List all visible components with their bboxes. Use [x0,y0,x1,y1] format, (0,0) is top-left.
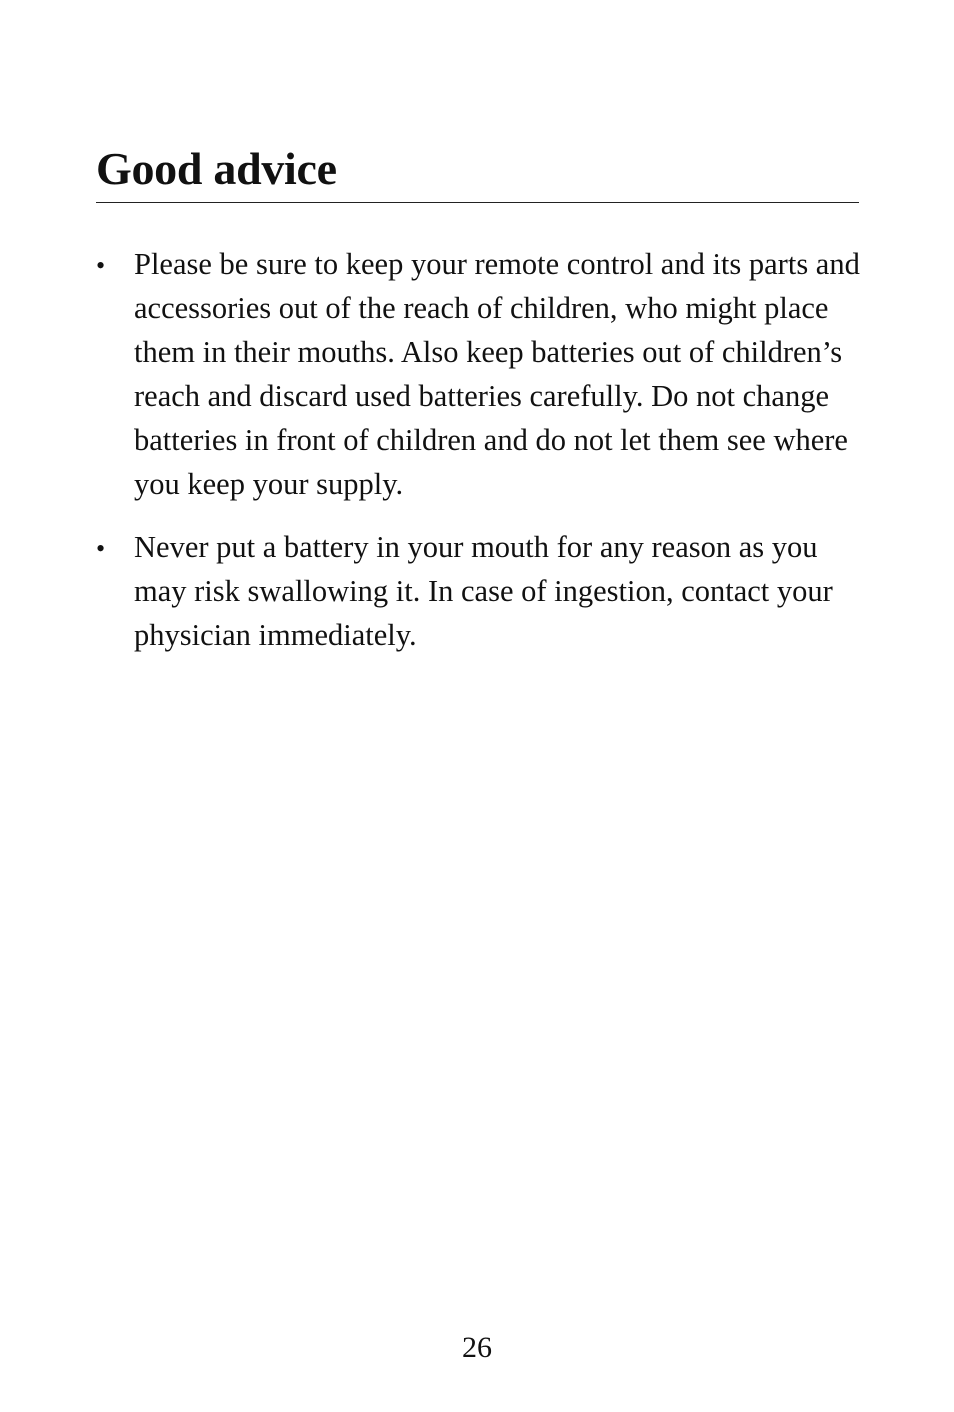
advice-text: Never put a battery in your mouth for any reason as you may risk swallowing it. In case of ingestion, contact your physician immediately. [134,530,833,652]
page-number: 26 [462,1331,492,1364]
bullet-icon: • [96,534,106,563]
page-title: Good advice [96,143,337,194]
list-item [96,525,866,657]
heading-divider [96,202,859,203]
advice-text: Please be sure to keep your remote control and its parts and accessories out of the reach of children, who might place them in their mouths. Also keep batteries out of children’s reach and discard used batteries carefully. Do not change batteries in front of children and do not let them see where you keep your supply. [134,247,860,501]
advice-list [96,242,866,676]
bullet-icon: • [96,251,106,280]
list-item [96,242,866,506]
